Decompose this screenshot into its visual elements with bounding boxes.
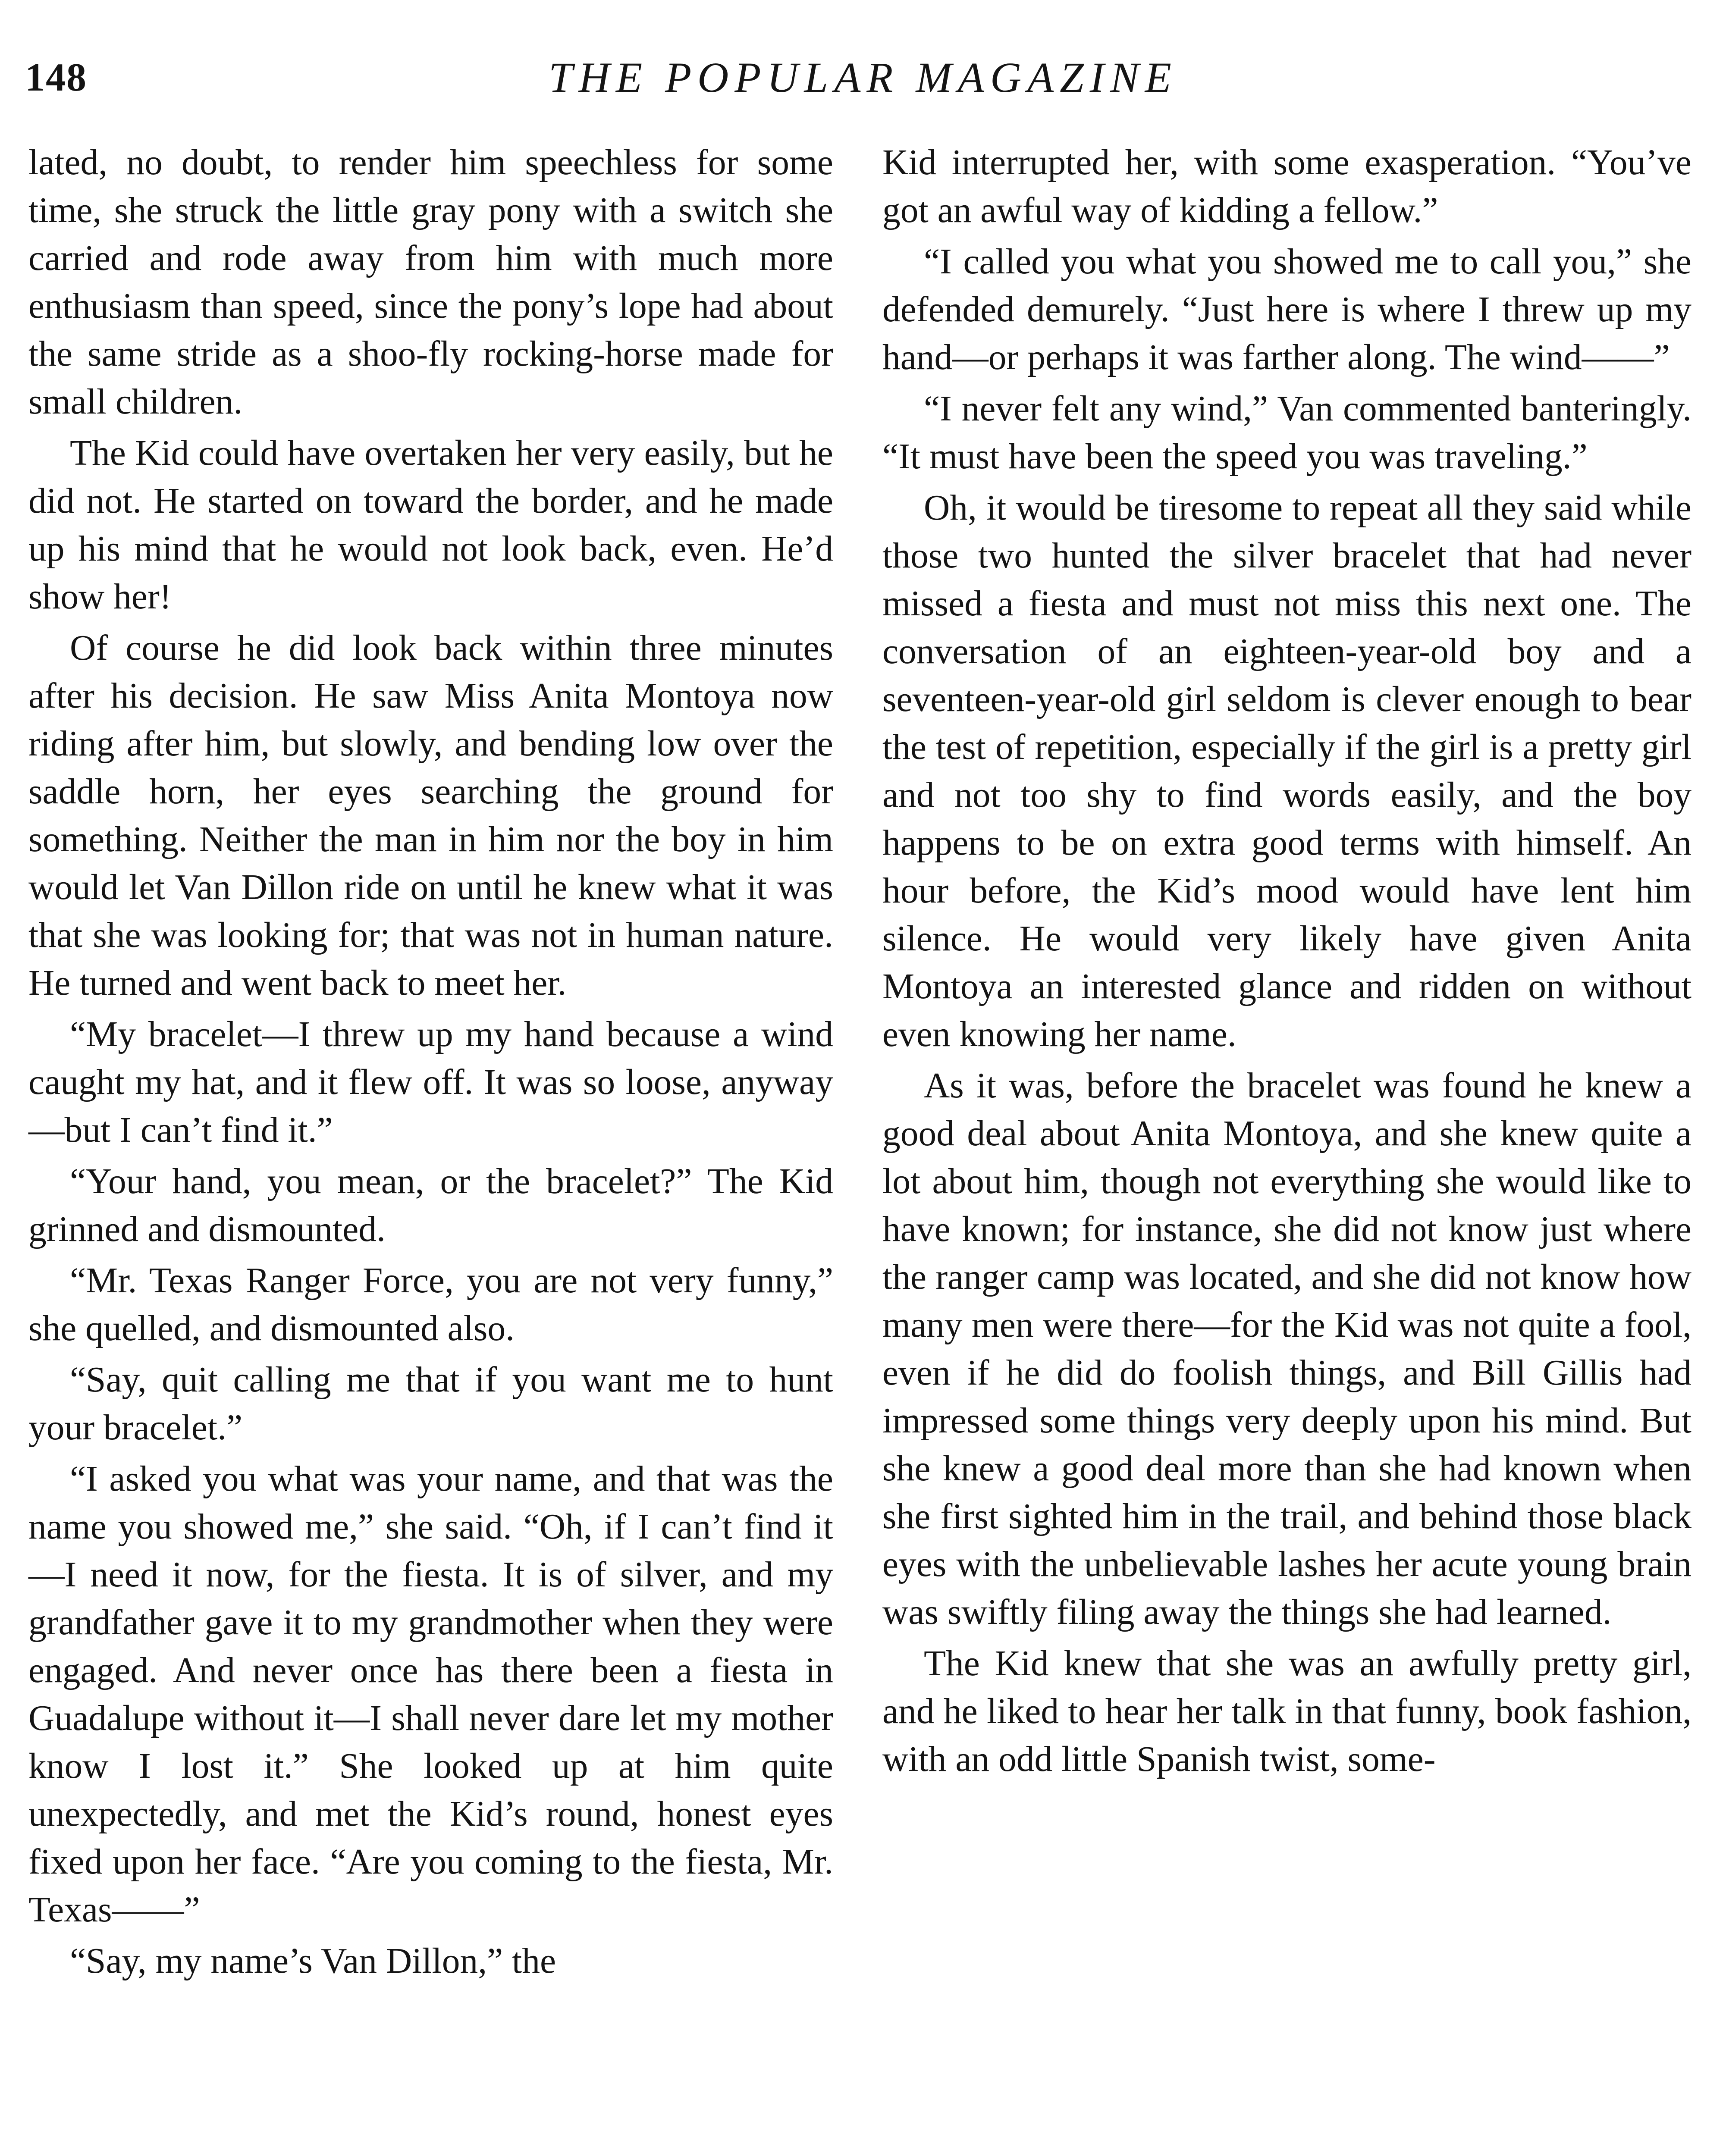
paragraph: “My bracelet—I threw up my hand because a wind caught my hat, and it flew off. It was so loose, anyway—but I can’t find it.” <box>28 1015 833 1150</box>
paragraph: “Your hand, you mean, or the bracelet?” The Kid grinned and dismounted. <box>28 1162 833 1249</box>
left-column <box>28 139 833 1989</box>
paragraph: “I asked you what was your name, and that was the name you showed me,” she said. “Oh, if I can’t find it—I need it now, for the fiesta. It is of silver, and my grandfather gave it to my grandmother when they were engaged. And never once has there been a fiesta in Guadalupe without it—I shall never dare let my mother know I lost it.” She looked up at him quite unexpectedly, and met the Kid’s round, honest eyes fixed upon her face. “Are you coming to the fiesta, Mr. Texas——” <box>28 1459 833 1930</box>
paragraph: “Say, my name’s Van Dillon,” the <box>70 1941 556 1981</box>
paragraph: “I never felt any wind,” Van commented banteringly. “It must have been the speed you was traveling.” <box>882 389 1691 476</box>
page-number: 148 <box>25 55 87 99</box>
paragraph: “Say, quit calling me that if you want me to hunt your bracelet.” <box>28 1360 833 1448</box>
paragraph: Kid interrupted her, with some exasperation. “You’ve got an awful way of kidding a fellow.” <box>882 143 1691 230</box>
right-column <box>882 139 1691 1787</box>
paragraph: As it was, before the bracelet was found he knew a good deal about Anita Montoya, and she knew quite a lot about him, though not everything she would like to have known; for instance, she did not know just where the ranger camp was located, and she did not know how many men were there—for the Kid was not quite a fool, even if he did do foolish things, and Bill Gillis had impressed some things very deeply upon his mind. But she knew a good deal more than she had known when she first sighted him in the trail, and behind those black eyes with the unbelievable lashes her acute young brain was swiftly filing away the things she had learned. <box>882 1066 1691 1632</box>
paragraph: Of course he did look back within three minutes after his decision. He saw Miss Anita Montoya now riding after him, but slowly, and bending low over the saddle horn, her eyes searching the ground for something. Neither the man in him nor the boy in him would let Van Dillon ride on until he knew what it was that she was looking for; that was not in human nature. He turned and went back to meet her. <box>28 628 833 1003</box>
paragraph: “I called you what you showed me to call you,” she defended demurely. “Just here is where I threw up my hand—or perhaps it was farther along. The wind——” <box>882 242 1691 377</box>
paragraph: “Mr. Texas Ranger Force, you are not very funny,” she quelled, and dismounted also. <box>28 1261 833 1348</box>
paragraph: The Kid knew that she was an awfully pretty girl, and he liked to hear her talk in that funny, book fashion, with an odd little Spanish twist, some- <box>882 1644 1691 1779</box>
paragraph: Oh, it would be tiresome to repeat all they said while those two hunted the silver bracelet that had never missed a fiesta and must not miss this next one. The conversation of an eighteen-year-old boy and a seventeen-year-old girl seldom is clever enough to bear the test of repetition, especially if the girl is a pretty girl and not too shy to find words easily, and the boy happens to be on extra good terms with himself. An hour before, the Kid’s mood would have lent him silence. He would very likely have given Anita Montoya an interested glance and ridden on without even knowing her name. <box>882 488 1691 1054</box>
running-head: THE POPULAR MAGAZINE <box>549 53 1177 101</box>
paragraph: The Kid could have overtaken her very easily, but he did not. He started on toward the border, and he made up his mind that he would not look back, even. He’d show her! <box>28 433 833 617</box>
paragraph: lated, no doubt, to render him speechless for some time, she struck the little gray pony with a switch she carried and rode away from him with much more enthusiasm than speed, since the pony’s lope had about the same stride as a shoo-fly rocking-horse made for small children. <box>28 143 833 422</box>
